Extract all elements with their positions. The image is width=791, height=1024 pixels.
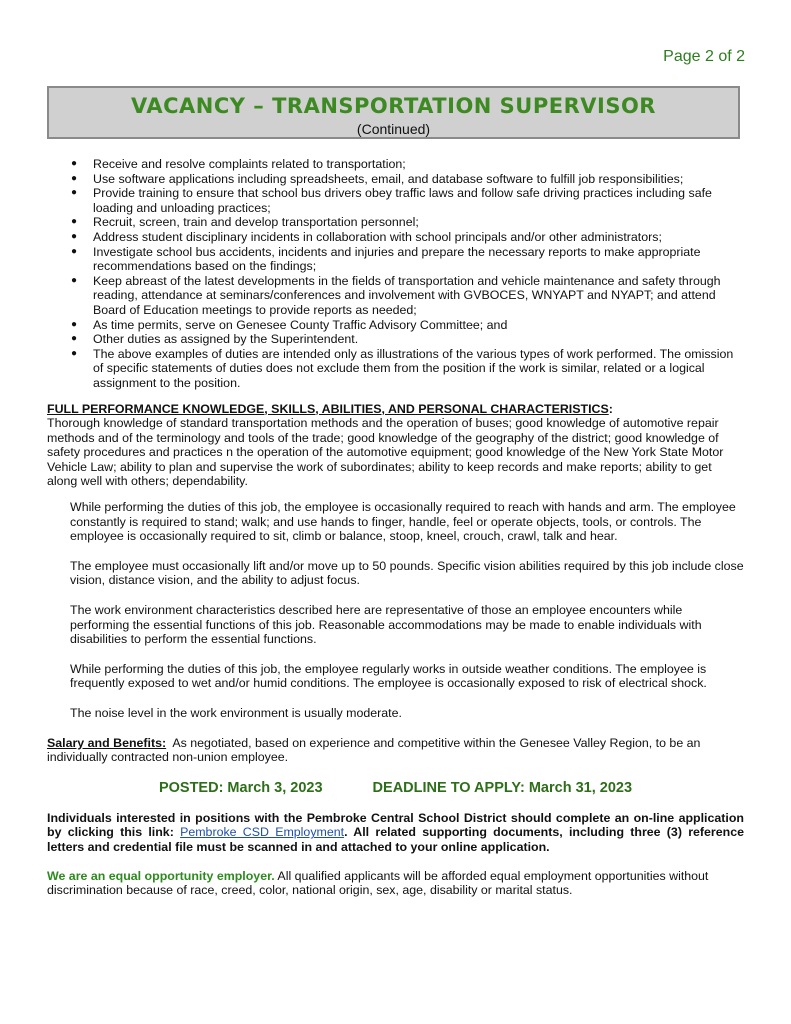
bullet-icon: ● <box>71 230 78 242</box>
apply-instructions: Individuals interested in positions with the Pembroke Central School District should complete an on-line application by clicking this link: Pembroke CSD Employment. All related supporting documents, including three (3) reference letters and credential file must be scanned in and attached to your online application. <box>47 810 744 854</box>
document-body <box>47 157 744 898</box>
paragraph: The noise level in the work environment is usually moderate. <box>70 706 402 720</box>
bullet-icon: ● <box>71 245 78 257</box>
list-item: ● Receive and resolve complaints related to transportation; <box>71 157 406 171</box>
bullet-icon: ● <box>71 172 78 184</box>
posted-date: POSTED: March 3, 2023 <box>158 779 323 796</box>
knowledge-section <box>47 402 744 490</box>
list-item: ● The above examples of duties are intended only as illustrations of the various types of work performed. The omission of specific statements of duties does not exclude them from the position if the work is similar, related or a logical assignment to the position. <box>71 346 734 390</box>
bullet-icon: ● <box>71 158 78 169</box>
title-banner <box>47 86 740 139</box>
list-item: ● Keep abreast of the latest developments in the fields of transportation and vehicle maintenance and safety through reading, attendance at seminars/conferences and involvement with GVBOCES, WNYAPT and NYAPT; and attend Board of Education meetings to provide reports as needed; <box>71 273 721 317</box>
knowledge-text: Thorough knowledge of standard transportation methods and the operation of buses; good knowledge of automotive repair methods and of the terminology and tools of the trade; good knowledge of the geography of the district; good knowledge of safety procedures and practices n the operation of the automotive equipment; good knowledge of the New York State Motor Vehicle Law; ability to plan and supervise the work of subordinates; ability to keep records and make reports; ability to get along well with others; dependability. <box>47 416 724 489</box>
deadline-date: DEADLINE TO APPLY: March 31, 2023 <box>372 779 633 796</box>
bullet-icon: ● <box>71 274 78 286</box>
list-item: ● Address student disciplinary incidents in collaboration with school principals and/or other administrators; <box>71 229 662 244</box>
page-number: Page 2 of 2 <box>663 48 745 65</box>
list-item: ● Use software applications including spreadsheets, email, and database software to fulfill job responsibilities; <box>71 171 684 186</box>
page-subtitle: (Continued) <box>356 121 431 137</box>
paragraph: The work environment characteristics described here are representative of those an employee encounters while performing the essential functions of this job. Reasonable accommodations may be made to enable individuals with disabilities to perform the essential functions. <box>70 603 702 647</box>
physical-requirements <box>47 500 744 721</box>
bullet-icon: ● <box>71 347 78 359</box>
list-item: ● Other duties as assigned by the Superintendent. <box>71 332 359 347</box>
list-item: ● As time permits, serve on Genesee County Traffic Advisory Committee; and <box>71 317 508 332</box>
knowledge-heading: FULL PERFORMANCE KNOWLEDGE, SKILLS, ABILITIES, AND PERSONAL CHARACTERISTICS <box>47 401 609 416</box>
bullet-icon: ● <box>71 333 78 345</box>
eoe-lead: We are an equal opportunity employer. <box>47 868 275 883</box>
bullet-icon: ● <box>71 187 78 199</box>
page-title: VACANCY – TRANSPORTATION SUPERVISOR <box>131 94 656 118</box>
salary-text: As negotiated, based on experience and competitive within the Genesee Valley Region, to be an individually contracted non-union employee. <box>47 735 701 765</box>
dates-line <box>47 779 744 797</box>
list-item: ● Provide training to ensure that school bus drivers obey traffic laws and follow safe driving practices including safe loading and unloading practices; <box>71 186 712 215</box>
bullet-icon: ● <box>71 318 78 330</box>
salary-label: Salary and Benefits: <box>47 735 167 750</box>
salary-section <box>47 736 744 765</box>
paragraph: While performing the duties of this job, the employee regularly works in outside weather conditions. The employee is frequently exposed to wet and/or humid conditions. The employee is occasionally exposed to risk of electrical shock. <box>70 661 707 691</box>
employment-link[interactable]: Pembroke CSD Employment <box>180 825 345 840</box>
duties-list <box>47 157 744 391</box>
eoe-text: All qualified applicants will be afforded equal employment opportunities without discrimination because of race, creed, color, national origin, sex, age, disability or marital status. <box>47 868 709 898</box>
bullet-icon: ● <box>71 216 78 228</box>
eoe-statement <box>47 869 744 898</box>
paragraph: The employee must occasionally lift and/or move up to 50 pounds. Specific vision abilities required by this job include close vision, distance vision, and the ability to adjust focus. <box>70 558 744 588</box>
knowledge-heading-colon: : <box>608 401 613 416</box>
list-item: ● Recruit, screen, train and develop transportation personnel; <box>71 215 419 230</box>
list-item: ● Investigate school bus accidents, incidents and injuries and prepare the necessary reports to make appropriate recommendations based on the findings; <box>71 244 701 274</box>
paragraph: While performing the duties of this job, the employee is occasionally required to reach with hands and arm. The employee constantly is required to stand; walk; and use hands to finger, handle, feel or operate objects, tools, or controls. The employee is occasionally required to sit, climb or balance, stoop, kneel, crouch, crawl, talk and hear. <box>70 500 736 544</box>
